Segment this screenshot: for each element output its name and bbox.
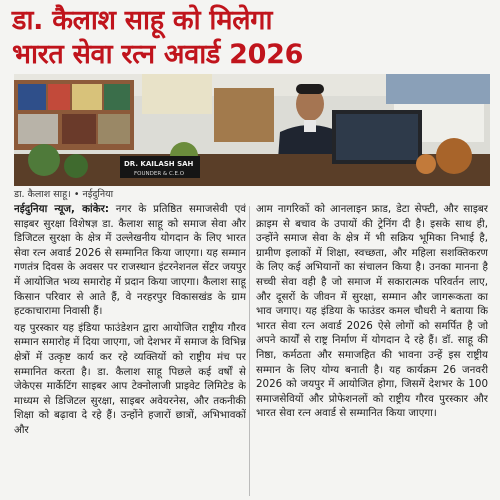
headline-line-2: भारत सेवा रत्न अवार्ड 2026 (12, 39, 304, 70)
article-column-left (14, 202, 246, 500)
headline (12, 4, 492, 72)
headline-line-1: डा. कैलाश साहू को मिलेगा (12, 5, 273, 36)
caption-source: • नईदुनिया (73, 189, 114, 200)
article-paragraph: आम नागरिकों को आनलाइन फ्राड, डेटा सेफ्टी, और साइबर क्राइम से बचाव के उपायों की ट्रेनिंग दी है। इसके साथ ही, उन्होंने समाज सेवा के क्षेत्र में भी सक्रिय भूमिका निभाई है, ग्रामीण इलाकों में शिक्षा, स्वच्छता, और महिला सशक्तिकरण के लिए कई अभियानों का संचालन किया है। उनका मानना है सच्ची सेवा वही है जो समाज में सकारात्मक परिवर्तन लाए, और दूसरों के जीवन में सुरक्षा, सम्मान और जागरूकता का भाव जगाए। यह इंडिया के फाउंडर कमल चौधरी ने बताया कि भारत सेवा रत्न अवार्ड 2026 ऐसे लोगों को समर्पित है जो अपने कार्यों से राष्ट्र निर्माण में योगदान दे रहे हैं। डॉ. साहू की निष्ठा, कर्मठता और समाजहित की भावना उन्हें इस राष्ट्रीय सम्मान के लिए योग्य बनाती है। यह कार्यक्रम 26 जनवरी 2026 को जयपुर में आयोजित होगा, जिसमें देशभर के 100 समाजसेवियों और प्रोफेशनलों को राष्ट्रीय गौरव पुरस्कार और भारत सेवा रत्न अवार्ड से सम्मानित किया जाएगा। (256, 203, 488, 420)
column-divider (249, 206, 250, 496)
paragraph-text: नगर के प्रतिष्ठित समाजसेवी एवं साइबर सुरक्षा विशेषज्ञ डा. कैलाश साहू को समाज सेवा और डिजिटल सुरक्षा के क्षेत्र में उल्लेखनीय योगदान के लिए भारत सेवा रत्न अवार्ड 2026 से सम्मानित किया जाएगा। यह सम्मान गणतंत्र दिवस के अवसर पर राजस्थान इंटरनेशनल सेंटर जयपुर में आयोजित भव्य समारोह में प्रदान किया जाएगा। कैलाश साहू किसान परिवार से आते हैं, वे नरहरपुर विकासखंड के ग्राम हटकाचारामा निवासी हैं। (14, 203, 246, 318)
photo-caption (14, 188, 490, 202)
article-paragraph (14, 202, 246, 319)
article-column-right (256, 202, 488, 500)
article-photo (14, 74, 490, 186)
article-paragraph: यह पुरस्कार यह इंडिया फाउंडेशन द्वारा आयोजित राष्ट्रीय गौरव सम्मान समारोह में दिया जाएगा, जो देशभर में समाज के विभिन्न क्षेत्रों में उत्कृष्ट कार्य कर रहे व्यक्तियों को राष्ट्रीय मंच पर सम्मानित करता है। डा. कैलाश साहू पिछले कई वर्षों से जेकेएस मार्केटिंग साइबर आप टेक्नोलाजी प्राइवेट लिमिटेड के माध्यम से डिजिटल सुरक्षा, साइबर अवेयरनेस, और तकनीकी शिक्षा को बढ़ावा दे रहे हैं। उन्होंने हजारों छात्रों, अभिभावकों और (14, 321, 246, 436)
nameplate-title: FOUNDER & C.E.O (134, 171, 185, 177)
caption-person: डा. कैलाश साहू। (14, 189, 71, 200)
nameplate-name: DR. KAILASH SAH (124, 160, 194, 168)
dateline: नईदुनिया न्यूज, कांकेर: (14, 203, 109, 215)
